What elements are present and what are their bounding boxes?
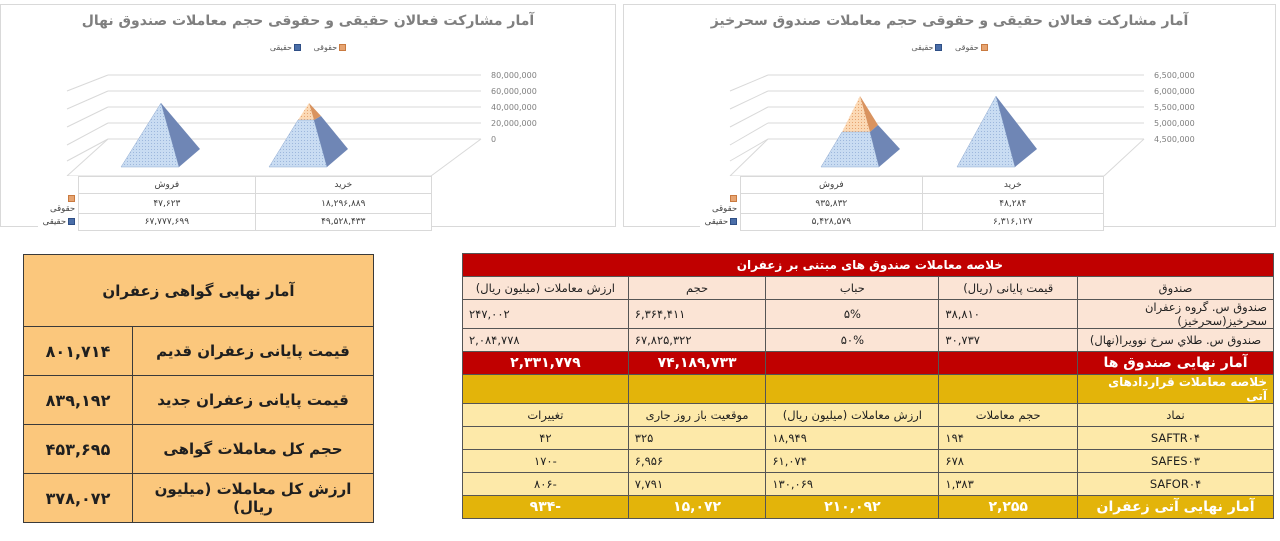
chart-nahal bbox=[0, 4, 616, 227]
futures-header-row: نماد حجم معاملات ارزش معاملات (میلیون ریال) موقعیت باز روز جاری تغییرات bbox=[463, 404, 1274, 427]
row-legal-label: حقوقی bbox=[39, 194, 79, 214]
col-sell-header: فروش bbox=[741, 177, 922, 194]
table-row: قیمت پایانی زعفران جدید ۸۳۹,۱۹۲ bbox=[24, 376, 374, 425]
funds-total-row: آمار نهایی صندوق ها ۷۴,۱۸۹,۷۳۳ ۲,۳۳۱,۷۷۹ bbox=[463, 352, 1274, 375]
chart-title: آمار مشارکت فعالان حقیقی و حقوقی حجم معاملات صندوق سحرخیز bbox=[710, 13, 1189, 29]
row-real-label: حقیقی bbox=[39, 214, 79, 231]
table-row: SAFTR۰۴ ۱۹۴ ۱۸,۹۴۹ ۳۲۵ ۴۲ bbox=[463, 427, 1274, 450]
table-row: قیمت پایانی زعفران قدیم ۸۰۱,۷۱۴ bbox=[24, 327, 374, 376]
swatch-blue-icon bbox=[730, 218, 737, 225]
table-row: ارزش کل معاملات (میلیون ریال) ۳۷۸,۰۷۲ bbox=[24, 474, 374, 523]
row-real-label: حقیقی bbox=[701, 214, 741, 231]
legend-legal: حقوقی bbox=[314, 43, 347, 52]
funds-futures-summary-table bbox=[462, 253, 1274, 519]
futures-total-row: آمار نهایی آتی زعفران ۲,۲۵۵ ۲۱۰,۰۹۲ ۱۵,۰۷۲ -۹۳۴ bbox=[463, 496, 1274, 519]
table-row: SAFOR۰۴ ۱,۳۸۳ ۱۳۰,۰۶۹ ۷,۷۹۱ -۸۰۶ bbox=[463, 473, 1274, 496]
ytick: 60,000,000 bbox=[491, 87, 537, 96]
real-buy-value: ۴۹,۵۲۸,۴۳۳ bbox=[255, 214, 431, 231]
legend-real: حقیقی bbox=[270, 43, 301, 52]
ytick: 20,000,000 bbox=[491, 119, 537, 128]
pyramid-buy bbox=[269, 103, 348, 167]
chart-sahar bbox=[623, 4, 1276, 227]
table-row: صندوق س. گروه زعفران سحرخیز(سحرخیز) ۳۸,۸۱۰ ۵% ۶,۳۶۴,۴۱۱ ۲۴۷,۰۰۲ bbox=[463, 300, 1274, 329]
ytick: 40,000,000 bbox=[491, 103, 537, 112]
legal-buy-value: ۱۸,۲۹۶,۸۸۹ bbox=[255, 194, 431, 214]
funds-title: خلاصه معاملات صندوق های مبتنی بر زعفران bbox=[463, 254, 1274, 277]
certificate-stats-table bbox=[23, 254, 374, 523]
real-sell-value: ۶۷,۷۷۷,۶۹۹ bbox=[79, 214, 255, 231]
swatch-blue-icon bbox=[68, 218, 75, 225]
legend-real: حقیقی bbox=[911, 43, 942, 52]
table-row: SAFES۰۳ ۶۷۸ ۶۱,۰۷۴ ۶,۹۵۶ -۱۷۰ bbox=[463, 450, 1274, 473]
funds-header-row: صندوق قیمت پایانی (ریال) حباب حجم ارزش معاملات (میلیون ریال) bbox=[463, 277, 1274, 300]
ytick: 0 bbox=[491, 135, 497, 144]
ytick: 5,000,000 bbox=[1154, 119, 1195, 128]
real-sell-value: ۵,۴۲۸,۵۷۹ bbox=[741, 214, 922, 231]
chart-data-table bbox=[700, 176, 1104, 231]
futures-title: خلاصه معاملات قراردادهای آتی bbox=[1078, 375, 1274, 404]
swatch-orange-icon bbox=[68, 195, 75, 202]
pyramid-sell bbox=[121, 103, 200, 167]
legal-buy-value: ۴۸,۲۸۴ bbox=[922, 194, 1103, 214]
col-buy-header: خرید bbox=[255, 177, 431, 194]
ytick: 80,000,000 bbox=[491, 71, 537, 80]
legend-legal: حقوقی bbox=[955, 43, 988, 52]
certificate-title: آمار نهایی گواهی زعفران bbox=[24, 255, 374, 327]
table-row: صندوق س. طلاي سرخ نوويرا(نهال) ۳۰,۷۳۷ ۵۰% ۶۷,۸۲۵,۳۲۲ ۲,۰۸۴,۷۷۸ bbox=[463, 329, 1274, 352]
legal-sell-value: ۴۷,۶۲۳ bbox=[79, 194, 255, 214]
col-sell-header: فروش bbox=[79, 177, 255, 194]
table-row: حجم کل معاملات گواهی ۴۵۳,۶۹۵ bbox=[24, 425, 374, 474]
col-buy-header: خرید bbox=[922, 177, 1103, 194]
chart-data-table bbox=[38, 176, 432, 231]
legal-sell-value: ۹۳۵,۸۳۲ bbox=[741, 194, 922, 214]
ytick: 6,500,000 bbox=[1154, 71, 1195, 80]
gridlines bbox=[730, 75, 1144, 176]
row-legal-label: حقوقی bbox=[701, 194, 741, 214]
ytick: 5,500,000 bbox=[1154, 103, 1195, 112]
chart-title: آمار مشارکت فعالان حقیقی و حقوقی حجم معاملات صندوق نهال bbox=[81, 13, 535, 29]
ytick: 6,000,000 bbox=[1154, 87, 1195, 96]
ytick: 4,500,000 bbox=[1154, 135, 1195, 144]
real-buy-value: ۶,۳۱۶,۱۲۷ bbox=[922, 214, 1103, 231]
swatch-orange-icon bbox=[730, 195, 737, 202]
